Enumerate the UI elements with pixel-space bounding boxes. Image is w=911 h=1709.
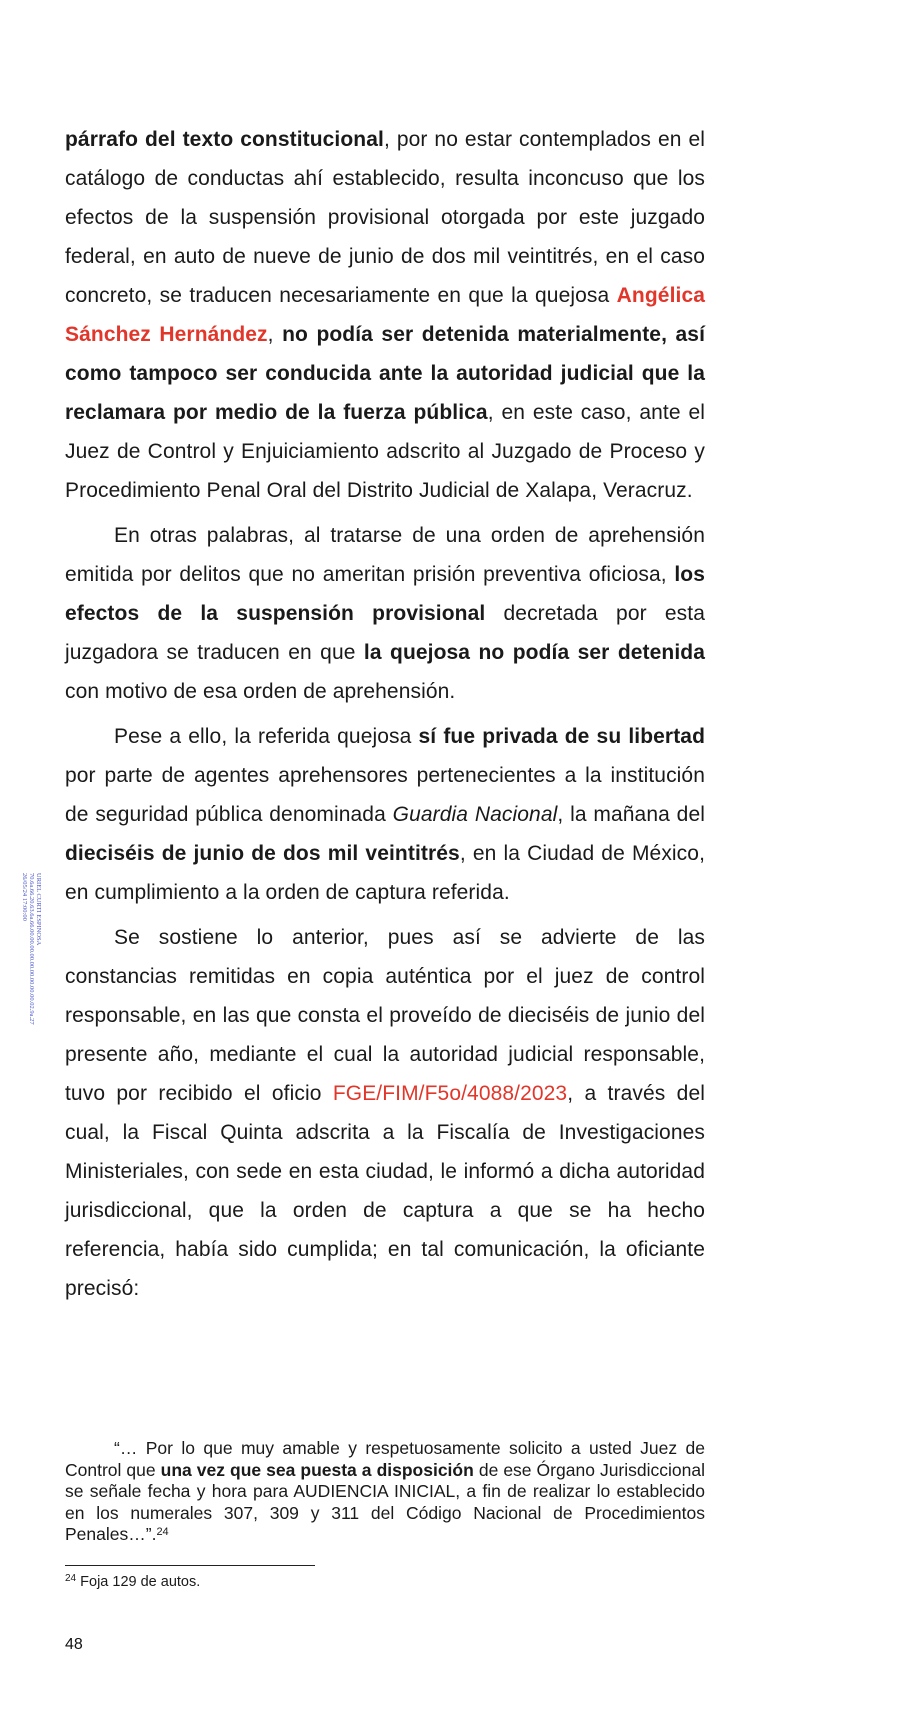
text-run: Pese a ello, la referida quejosa xyxy=(114,725,419,748)
text-run: , xyxy=(267,323,283,346)
text-run: por parte de agentes aprehensores pertenecientes a la institución de seguridad pública denominada xyxy=(65,764,705,826)
text-run: En otras palabras, al tratarse de una orden de aprehensión emitida por delitos que no ameritan prisión preventiva oficiosa, xyxy=(65,524,705,586)
footnote-number: 24 xyxy=(65,1573,77,1584)
body-text xyxy=(65,120,705,1314)
text-run: decretada por esta juzgadora se traducen en que xyxy=(65,602,705,664)
footnote-separator xyxy=(65,1565,315,1566)
text-run: de ese Órgano Jurisdiccional se señale fecha y hora para AUDIENCIA INICIAL, a fin de realizar lo establecido en los numerales 307, 309 y 311 del Código Nacional de Procedimientos Penales…”. xyxy=(65,1459,705,1544)
stamp-line: URIEL CURTI ESPINOSA xyxy=(35,873,42,946)
electronic-signature-stamp xyxy=(21,873,42,1088)
text-run: , la mañana del xyxy=(557,803,705,826)
text-run: , por no estar contemplados en el catálogo de conductas ahí establecido, resulta inconcuso que los efectos de la suspensión provisional otorgada por este juzgado federal, en auto de nueve de junio de dos mil veintitrés, en el caso concreto, se traducen necesariamente en que la quejosa xyxy=(65,128,705,307)
text-run: Se sostiene lo anterior, pues así se advierte de las constancias remitidas en copia auténtica por el juez de control responsable, en las que consta el proveído de dieciséis de junio del presente año, mediante el cual la autoridad judicial responsable, tuvo por recibido el oficio xyxy=(65,926,705,1105)
text-run: , a través del cual, la Fiscal Quinta adscrita a la Fiscalía de Investigaciones Ministeriales, con sede en esta ciudad, le informó a dicha autoridad jurisdiccional, que la orden de captura a que se ha hecho referencia, había sido cumplida; en tal comunicación, la oficiante precisó: xyxy=(65,1082,705,1300)
paragraph-4 xyxy=(65,918,705,1308)
bold-text: no podía ser detenida materialmente, así como tampoco ser conducida ante la autoridad judicial que la reclamara por medio de la fuerza pública xyxy=(65,323,705,424)
text-run: “… Por lo que muy amable y respetuosamente solicito a usted Juez de Control que xyxy=(65,1438,705,1480)
block-quote xyxy=(65,1438,705,1546)
text-run: , en la Ciudad de México, en cumplimiento a la orden de captura referida. xyxy=(65,842,705,904)
text-run: , en este caso, ante el Juez de Control y Enjuiciamiento adscrito al Juzgado de Proceso y Procedimiento Penal Oral del Distrito Judicial de Xalapa, Veracruz. xyxy=(65,401,705,502)
text-run: con motivo de esa orden de aprehensión. xyxy=(65,680,456,703)
bold-text: dieciséis de junio de dos mil veintitrés xyxy=(65,842,460,865)
bold-text: una vez que sea puesta a disposición xyxy=(160,1459,474,1480)
bold-text: los efectos de la suspensión provisional xyxy=(65,563,705,625)
bold-text: sí fue privada de su libertad xyxy=(418,725,705,748)
footnote-reference[interactable]: 24 xyxy=(156,1526,169,1538)
stamp-line: 26/05/24 17:00:00 xyxy=(21,873,28,921)
footnote xyxy=(65,1574,200,1590)
paragraph-1 xyxy=(65,120,705,510)
footnote-text: Foja 129 de autos. xyxy=(76,1574,201,1590)
bold-text: la quejosa no podía ser detenida xyxy=(363,641,705,664)
highlighted-name: Angélica Sánchez Hernández xyxy=(65,284,705,346)
paragraph-2 xyxy=(65,516,705,711)
bold-text: párrafo del texto constitucional xyxy=(65,128,384,151)
paragraph-3 xyxy=(65,717,705,912)
stamp-line: 70.6a.66.20.63.6a.66.00.00.00.00.00.00.00.00.00.02.9a.27 xyxy=(28,873,35,1025)
highlighted-reference: FGE/FIM/F5o/4088/2023 xyxy=(332,1082,568,1105)
italic-text: Guardia Nacional xyxy=(392,803,558,826)
page-number: 48 xyxy=(65,1636,83,1653)
